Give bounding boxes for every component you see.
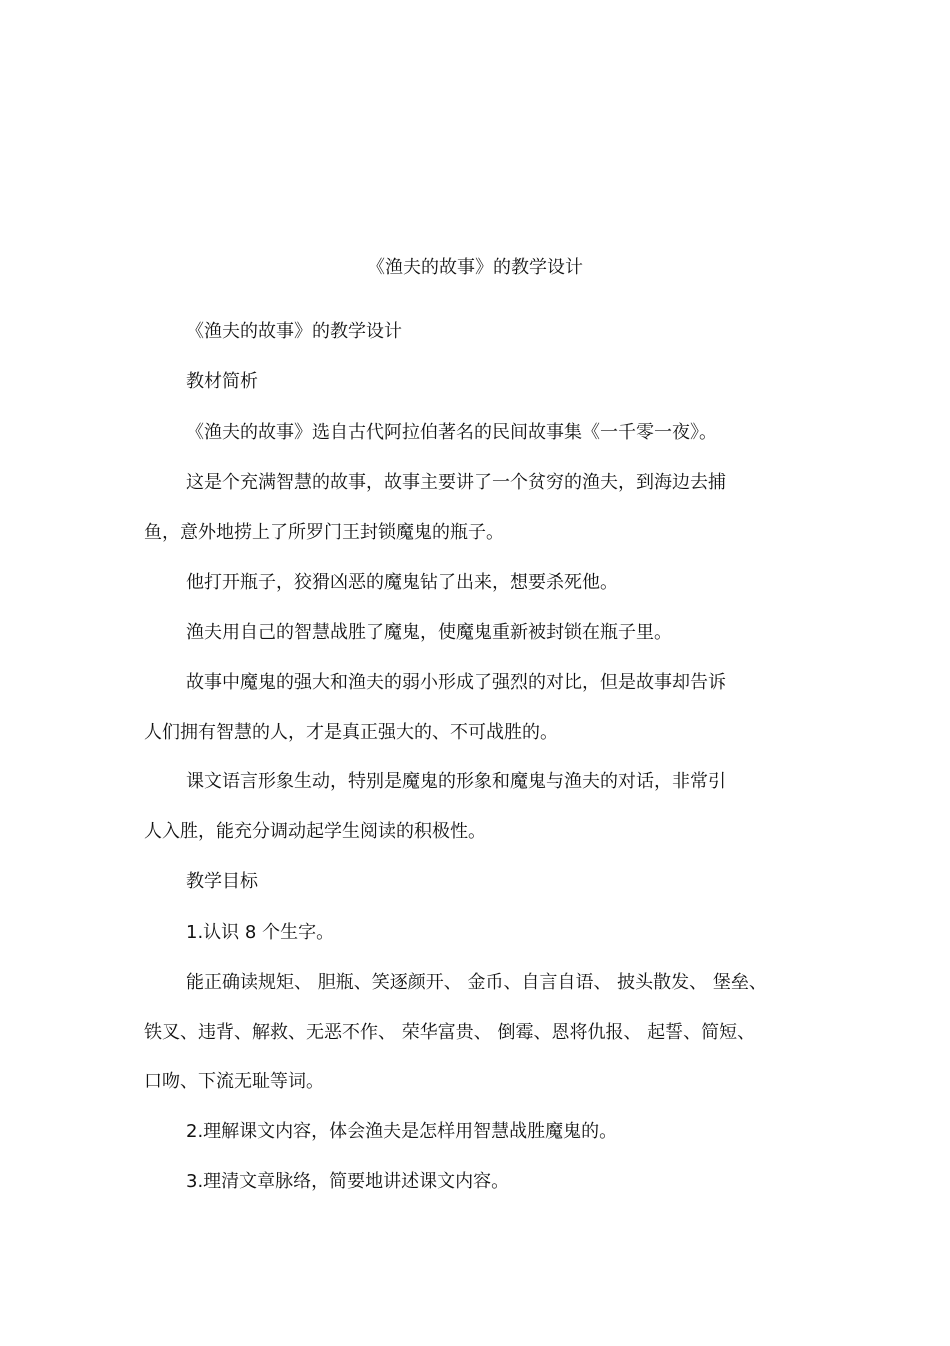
goal-item-2: 2.理解课文内容，体会渔夫是怎样用智慧战胜魔鬼的。 [186,1121,618,1142]
subtitle-line: 《渔夫的故事》的教学设计 [186,321,402,342]
paragraph-line: 口吻、下流无耻等词。 [144,1071,324,1092]
document-title: 《渔夫的故事》的教学设计 [367,257,583,278]
paragraph-line: 他打开瓶子，狡猾凶恶的魔鬼钻了出来，想要杀死他。 [186,572,618,593]
paragraph-line: 鱼，意外地捞上了所罗门王封锁魔鬼的瓶子。 [144,522,504,543]
paragraph-line: 课文语言形象生动，特别是魔鬼的形象和魔鬼与渔夫的对话，非常引 [186,771,726,792]
paragraph-line: 能正确读规矩、 胆瓶、笑逐颜开、 金币、自言自语、 披头散发、 堡垒、 [186,972,767,993]
paragraph-line: 铁叉、违背、解救、无恶不作、 荣华富贵、 倒霉、恩将仇报、 起誓、简短、 [144,1022,756,1043]
goal-item-1: 1.认识 8 个生字。 [186,922,335,943]
paragraph-line: 人们拥有智慧的人，才是真正强大的、不可战胜的。 [144,722,558,743]
paragraph-line: 人入胜，能充分调动起学生阅读的积极性。 [144,821,486,842]
section-heading-textbook-analysis: 教材简析 [186,371,258,392]
paragraph-line: 渔夫用自己的智慧战胜了魔鬼，使魔鬼重新被封锁在瓶子里。 [186,622,672,643]
goal-item-3: 3.理清文章脉络，简要地讲述课文内容。 [186,1171,510,1192]
paragraph-line: 故事中魔鬼的强大和渔夫的弱小形成了强烈的对比，但是故事却告诉 [186,672,726,693]
section-heading-teaching-goals: 教学目标 [186,871,258,892]
paragraph-line: 这是个充满智慧的故事，故事主要讲了一个贫穷的渔夫，到海边去捕 [186,472,726,493]
paragraph-line: 《渔夫的故事》选自古代阿拉伯著名的民间故事集《一千零一夜》。 [186,422,717,443]
